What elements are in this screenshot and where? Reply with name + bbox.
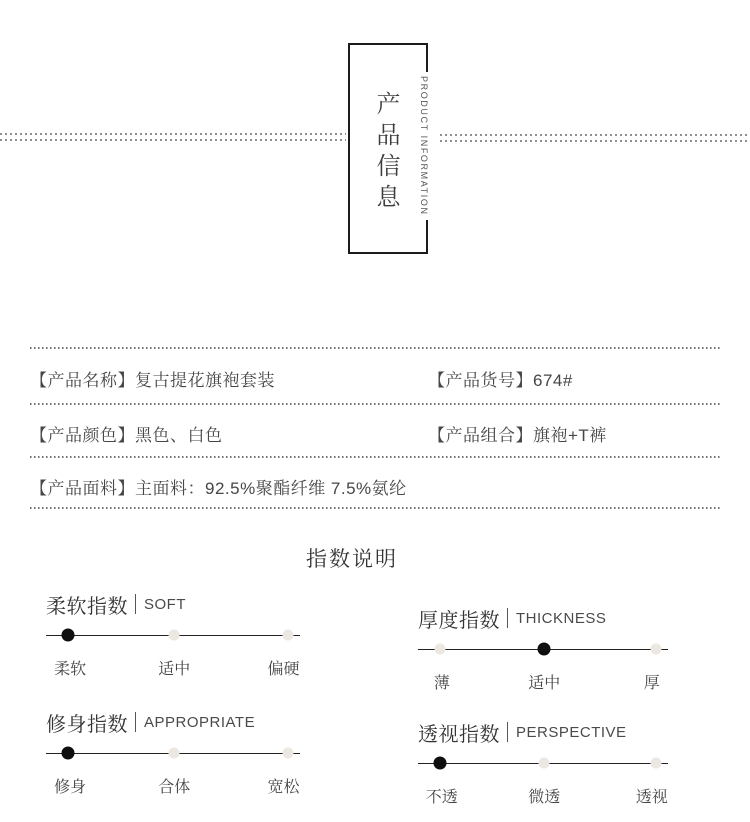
index-title-cn: 透视指数 xyxy=(418,723,500,746)
product-fabric-cell xyxy=(30,479,407,498)
index-title xyxy=(418,606,668,630)
title-separator xyxy=(135,712,136,732)
level-label: 合体 xyxy=(158,779,191,796)
dotted-row xyxy=(440,134,750,136)
index-title-en: PERSPECTIVE xyxy=(516,723,627,741)
index-title xyxy=(46,710,300,734)
index-title-en: THICKNESS xyxy=(516,609,607,627)
title-separator xyxy=(507,722,508,742)
index-section-title: 指数说明 xyxy=(306,548,398,571)
product-fabric-label: 【产品面料】 xyxy=(30,479,135,498)
scale-dot xyxy=(433,757,446,770)
scale-dot xyxy=(651,644,662,655)
info-row-fabric xyxy=(30,474,722,499)
scale-dot xyxy=(539,758,550,769)
product-name-cell xyxy=(30,371,275,390)
level-label: 偏硬 xyxy=(267,661,300,678)
index-title-en: APPROPRIATE xyxy=(144,713,256,731)
scale-labels xyxy=(46,656,300,676)
dotted-row xyxy=(440,140,750,142)
index-title-en: SOFT xyxy=(144,595,186,613)
index-title-cn: 厚度指数 xyxy=(418,609,500,632)
level-label: 修身 xyxy=(54,779,87,796)
scale-dot xyxy=(283,748,294,759)
product-name-label: 【产品名称】 xyxy=(30,371,135,390)
index-transparency xyxy=(418,720,668,804)
index-thickness xyxy=(418,606,668,690)
index-softness xyxy=(46,592,300,676)
product-combo-cell xyxy=(428,421,607,446)
table-divider xyxy=(30,507,722,509)
product-combo-label: 【产品组合】 xyxy=(428,426,533,445)
level-label: 不透 xyxy=(425,789,458,806)
index-title xyxy=(46,592,300,616)
index-scale-track xyxy=(418,642,668,656)
index-scale-track xyxy=(46,628,300,642)
level-label: 适中 xyxy=(528,675,561,692)
scale-dot xyxy=(61,629,74,642)
scale-dot xyxy=(169,630,180,641)
banner-title-english: PRODUCT INFORMATION xyxy=(418,72,430,220)
level-label: 适中 xyxy=(158,661,191,678)
product-number-cell xyxy=(428,366,573,391)
level-label: 宽松 xyxy=(267,779,300,796)
title-separator xyxy=(135,594,136,614)
product-number-label: 【产品货号】 xyxy=(428,371,533,390)
table-divider xyxy=(30,403,722,405)
product-color-cell xyxy=(30,426,223,445)
table-divider xyxy=(30,347,722,349)
index-title-cn: 柔软指数 xyxy=(46,595,128,618)
product-name-value: 复古提花旗袍套装 xyxy=(135,371,275,390)
dotted-row xyxy=(0,139,346,141)
info-row-name-number xyxy=(30,366,722,391)
level-label: 柔软 xyxy=(54,661,87,678)
table-divider xyxy=(30,456,722,458)
scale-dot xyxy=(169,748,180,759)
scale-dot xyxy=(651,758,662,769)
product-color-label: 【产品颜色】 xyxy=(30,426,135,445)
scale-dot xyxy=(538,643,551,656)
index-title xyxy=(418,720,668,744)
product-color-value: 黑色、白色 xyxy=(135,426,223,445)
product-fabric-value: 主面料：92.5%聚酯纤维 7.5%氨纶 xyxy=(135,479,407,498)
scale-labels xyxy=(418,670,668,690)
index-scale-track xyxy=(46,746,300,760)
dotted-divider-right xyxy=(440,134,750,142)
info-row-color-combo xyxy=(30,421,722,446)
level-label: 厚 xyxy=(643,675,660,692)
index-fit xyxy=(46,710,300,794)
index-title-cn: 修身指数 xyxy=(46,713,128,736)
dotted-row xyxy=(0,133,346,135)
level-label: 透视 xyxy=(635,789,668,806)
scale-dot xyxy=(434,644,445,655)
scale-labels xyxy=(418,784,668,804)
banner-box xyxy=(348,43,428,254)
index-scale-track xyxy=(418,756,668,770)
product-combo-value: 旗袍+T裤 xyxy=(533,426,607,445)
title-separator xyxy=(507,608,508,628)
banner-title-chinese: 产品信息 xyxy=(372,91,399,215)
scale-labels xyxy=(46,774,300,794)
product-number-value: 674# xyxy=(533,371,573,390)
scale-dot xyxy=(61,747,74,760)
scale-dot xyxy=(283,630,294,641)
level-label: 薄 xyxy=(433,675,450,692)
dotted-divider-left xyxy=(0,133,346,141)
level-label: 微透 xyxy=(528,789,561,806)
